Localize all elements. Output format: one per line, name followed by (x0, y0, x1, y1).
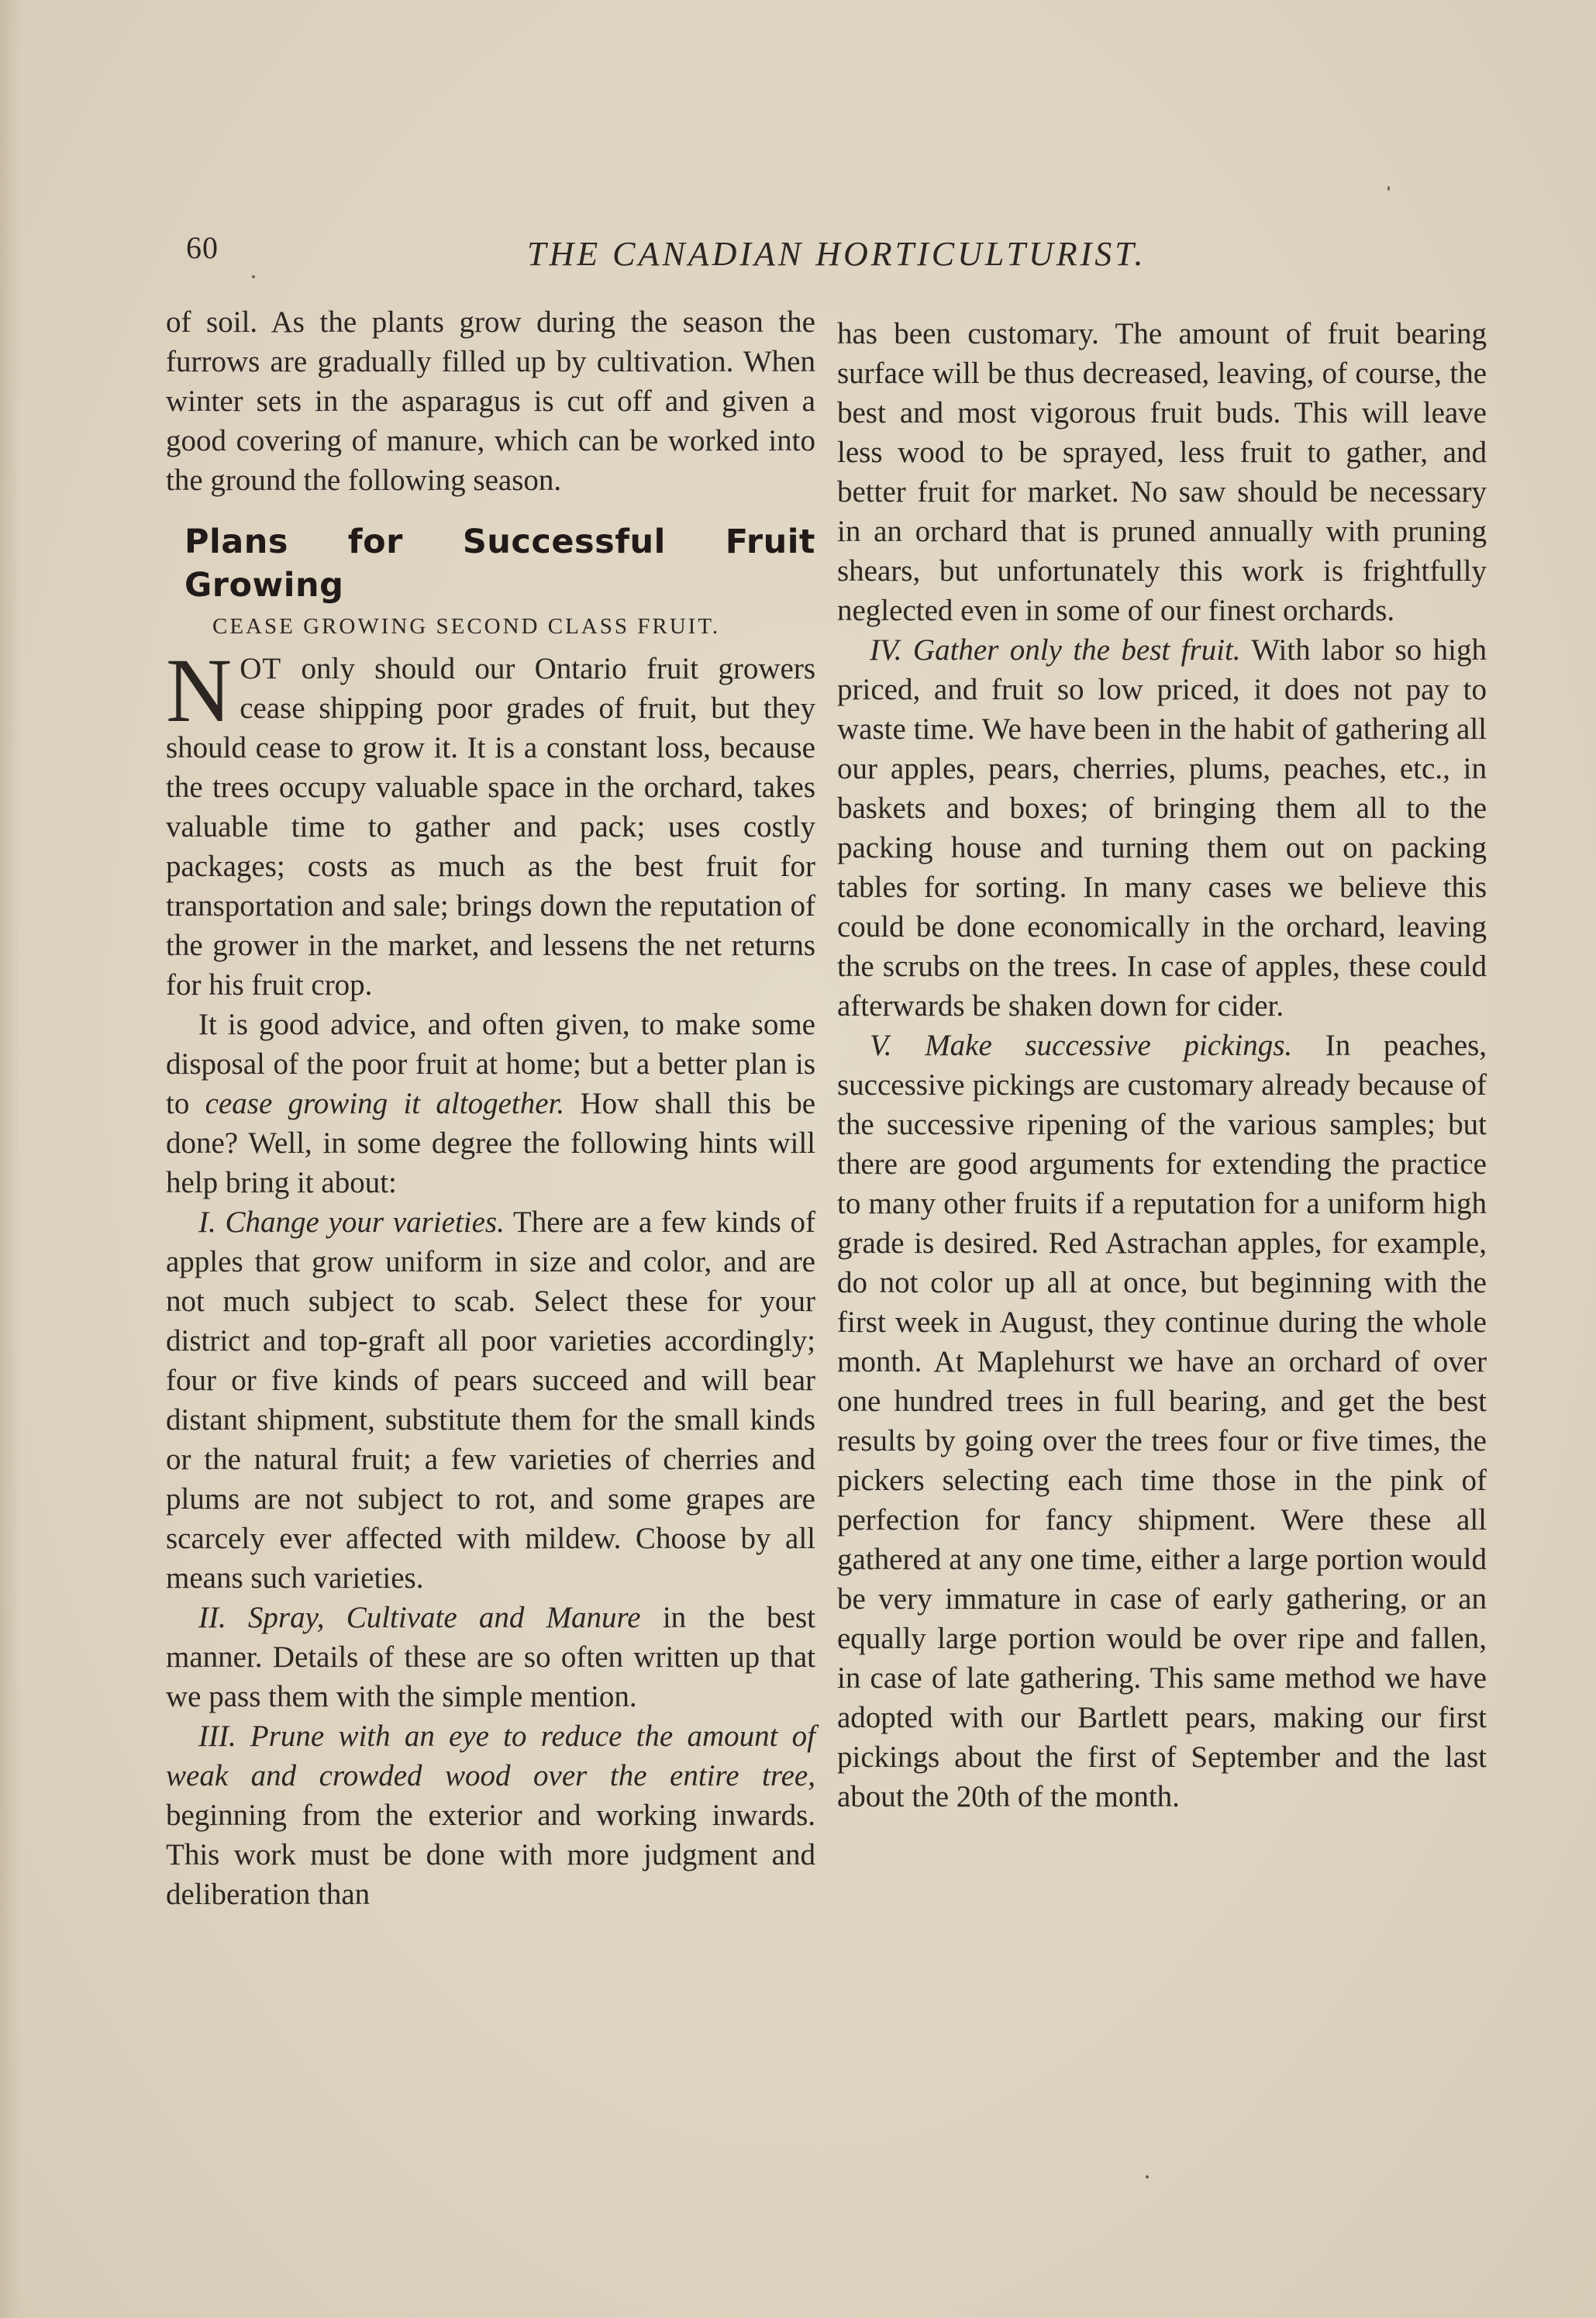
running-title: THE CANADIAN HORTICULTURIST. (527, 235, 1146, 273)
print-speck (252, 275, 255, 278)
right-column (837, 314, 1487, 1816)
hint-1-paragraph (166, 1202, 815, 1598)
hint-1-text: There are a few kinds of apples that grow uniform in size and color, and are not much subject to scab. Select these for your district and top-graft all poor varieties accordingly; four or five kinds of pears succeed and will bear distant shipment, substitute them for the small kinds or the natural fruit; a few varieties of cherries and plums are not subject to rot, and some grapes are scarcely ever affected with mildew. Choose by all means such varieties. (166, 1206, 816, 1595)
left-column (166, 302, 815, 1914)
print-speck (1146, 2175, 1149, 2178)
hint-4-heading: IV. Gather only the best fruit. (870, 633, 1241, 667)
hint-3-continued: has been customary. The amount of fruit bearing surface will be thus decreased, leaving, of course, the best and most vigorous fruit buds. This will leave less wood to be sprayed, less fruit to gather, and better fruit for market. No saw should be necessary in an orchard that is pruned annually with pruning shears, but unfortunately this work is frightfully neglected even in some of our finest orchards. (837, 317, 1487, 627)
hint-5-heading: V. Make successive pickings. (870, 1029, 1293, 1062)
hint-4-text: With labor so high priced, and fruit so low priced, it does not pay to waste time. We have been in the habit of gathering all our apples, pears, cherries, plums, peaches, etc., in baskets and boxes; of bringing them all to the packing house and turning them out on packing tables for sorting. In many cases we believe this could be done economically in the orchard, leaving the scrubs on the trees. In case of apples, these could afterwards be shaken down for cider. (837, 633, 1487, 1023)
hint-3-text: beginning from the exterior and working inwards. This work must be done with more judgment and deliberation than (166, 1799, 815, 1911)
hint-3-paragraph (166, 1716, 815, 1914)
advice-emphasis: cease growing it altogether. (205, 1087, 565, 1120)
hint-3-heading: III. Prune with an eye to reduce the amount of weak and crowded wood over the entire tree, (166, 1720, 815, 1792)
lead-caps: OT (240, 652, 282, 685)
binding-shadow (0, 0, 20, 2318)
page-number: 60 (186, 230, 219, 265)
advice-paragraph (166, 1005, 815, 1202)
print-speck (1387, 186, 1390, 191)
hint-2-heading: II. Spray, Cultivate and Manure (198, 1601, 641, 1634)
intro-text: only should our Ontario fruit growers cease shipping poor grades of fruit, but they should cease to grow it. It is a constant loss, because the trees occupy valuable space in the orchard, takes valuable time to gather and pack; uses costly packages; costs as much as the best fruit for transportation and sale; brings down the reputation of the grower in the market, and lessens the net returns for his fruit crop. (166, 652, 816, 1002)
advice-text-end: How shall this be done? Well, in some degree the following hints will help bring it about: (166, 1087, 816, 1199)
hint-2-text: in the best manner. Details of these are so often written up that we pass them with the simple mention. (166, 1601, 816, 1713)
advice-text-start: It is good advice, and often given, to make some disposal of the poor fruit at home; but a better plan is to (166, 1008, 815, 1120)
article-subtitle: CEASE GROWING SECOND CLASS FRUIT. (212, 614, 721, 639)
hint-5-paragraph (837, 1026, 1487, 1816)
hint-5-text: In peaches, successive pickings are customary already because of the successive ripening of the various samples; but there are good arguments for extending the practice to many other fruits if a reputation for a uniform high grade is desired. Red Astrachan apples, for example, do not color up all at once, but beginning with the first week in August, they continue during the whole month. At Maplehurst we have an orchard of over one hundred trees in full bearing, and get the best results by going over the trees four or five times, the pickers selecting each time those in the pink of perfection for fancy shipment. Were these all gathered at any one time, either a large portion would be very immature in case of early gathering, or an equally large portion would be over ripe and fallen, in case of late gathering. This same method we have adopted with our Bartlett pears, making our first pickings about the first of September and the last about the 20th of the month. (837, 1029, 1487, 1813)
article-title: Plans for Successful Fruit Growing (184, 523, 815, 605)
drop-cap: N (166, 640, 233, 741)
intro-paragraph (166, 640, 816, 1005)
hint-2-paragraph (166, 1598, 815, 1716)
carryover-paragraph: of soil. As the plants grow during the season the furrows are gradually filled up by cultivation. When winter sets in the asparagus is cut off and given a good covering of manure, which can be worked into the ground the following season. (166, 305, 815, 497)
hint-1-heading: I. Change your varieties. (198, 1206, 505, 1239)
hint-4-paragraph (837, 630, 1487, 1026)
